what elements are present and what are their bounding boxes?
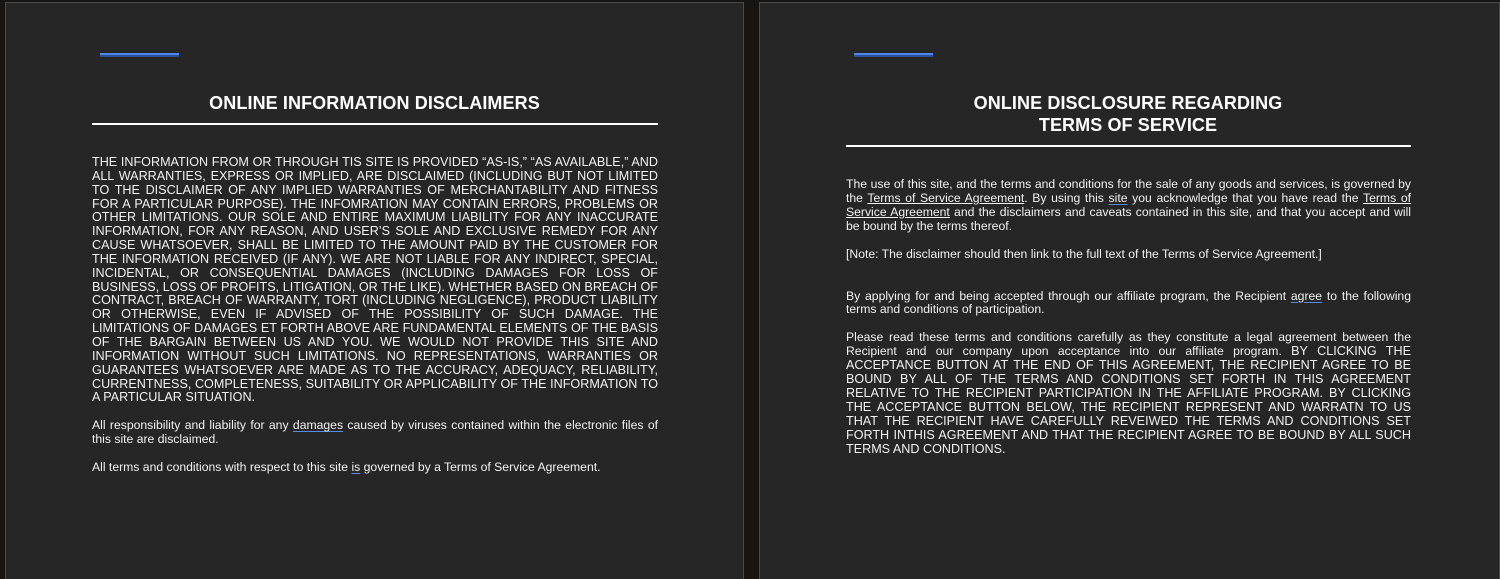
paragraph-text: All terms and conditions with respect to this site [92, 460, 352, 474]
agreement-paragraph [846, 331, 1411, 456]
header-mark [100, 53, 179, 55]
page-title: ONLINE INFORMATION DISCLAIMERS [209, 93, 540, 113]
terms-of-service-link[interactable]: Terms of Service Agreement [846, 190, 1411, 219]
paragraph-text: governed by a Terms of Service Agreement. [360, 460, 601, 474]
paragraph-text: you acknowledge that you have read the [1127, 190, 1363, 205]
grammar-flag-word: site [1108, 190, 1128, 205]
paragraph-text: and the disclaimers and caveats contained in this site, and that you accept and will be bound by the terms thereof. [846, 204, 1412, 233]
disclaimer-paragraph: THE INFORMATION FROM OR THROUGH TIS SITE IS PROVIDED “AS-IS,” “AS AVAILABLE,” AND ALL WARRANTIES, EXPRESS OR IMPLIED, ARE DISCLAIMED (INCLUDING BUT NOT LIMITED TO THE DISCLAIMER OF ANY IMPLIED WARRANTIES OF MERCHANTABILITY AND FITNESS FOR A PARTICULAR PURPOSE). THE INFOMRATION MAY CONTAIN ERRORS, PROBLEMS OR OTHER LIMITATIONS. OUR SOLE AND ENTIRE MAXIMUM LIABILITY FOR ANY INACCURATE INFORMATION, FOR ANY REASON, AND USER’S SOLE AND EXCLUSIVE REMEDY FOR ANY CAUSE WHATSOEVER, SHALL BE LIMITED TO THE AMOUNT PAID BY THE CUSTOMER FOR THE INFORMATION RECEIVED (IF ANY). WE ARE NOT LIABLE FOR ANY INDIRECT, SPECIAL, INCIDENTAL, OR CONSEQUENTIAL DAMAGES (INCLUDING DAMAGES FOR LOSS OF BUSINESS, LOSS OF PROFITS, LITIGATION, OR THE LIKE). WHETHER BASED ON BREACH OF CONTRACT, BREACH OF WARRANTY, TORT (INCLUDING NEGLIGENCE), PRODUCT LIABILITY OR OTHERWISE, EVEN IF ADVISED OF THE POSSIBILITY OF SUCH DAMAGE. THE LIMITATIONS OF DAMAGES ET FORTH ABOVE ARE FUNDAMENTAL ELEMENTS OF THE BASIS OF THE BARGAIN BETWEEN US AND YOU. WE WOULD NOT PROVIDE THIS SITE AND INFORMATION WITHOUT SUCH LIMITATIONS. NO REPRESENTATIONS, WARRANTIES OR GUARANTEES WHATSOEVER ARE MADE AS TO THE ACCURACY, ADEQUACY, RELIABILITY, CURRENTNESS, COMPLETENESS, SUITABILITY OR APPLICABILITY OF THE INFORMATION TO A PARTICULAR SITUATION. [92, 155, 658, 405]
page-body [92, 156, 658, 489]
page-title-line: TERMS OF SERVICE [1038, 115, 1218, 135]
affiliate-paragraph [846, 290, 1411, 318]
terms-reference-paragraph [92, 461, 658, 475]
paragraph-text: caused by viruses contained within the electronic files of this site are disclaimed. [92, 418, 658, 447]
grammar-flag-word: damages [292, 418, 344, 433]
paragraph-text: . By using this [1024, 190, 1109, 205]
title-divider [846, 145, 1411, 147]
note-paragraph: [Note: The disclaimer should then link to the full text of the Terms of Service Agreement.] [846, 246, 1322, 261]
terms-governance-paragraph [846, 178, 1411, 234]
virus-liability-paragraph [92, 419, 658, 447]
paragraph-text: All responsibility and liability for any [92, 418, 293, 433]
document-page-left [5, 2, 744, 579]
page-title-line: ONLINE DISCLOSURE REGARDING [973, 93, 1283, 113]
paragraph-text: By applying for and being accepted through our affiliate program, the Recipient [846, 288, 1291, 303]
page-body [846, 178, 1411, 471]
paragraph-text: The use of this site, and the terms and conditions for the sale of any goods and services, is governed by the [846, 177, 1411, 205]
terms-of-service-link[interactable]: Terms of Service Agreement [867, 190, 1025, 205]
paragraph-text: Please read these terms and conditions carefully as they constitute a legal agreement between the Recipient and our company upon acceptance into our affiliate program. [846, 330, 1411, 359]
paragraph-text: to the following terms and conditions of participation. [846, 288, 1411, 317]
grammar-flag-word: agree [1290, 288, 1323, 303]
grammar-flag-word: is [351, 460, 361, 474]
agreement-caps-text: BY CLICKING THE ACCEPTANCE BUTTON AT THE END OF THIS AGREEMENT, THE RECIPIENT AGREE TO BE BOUND BY ALL OF THE TERMS AND CONDITIONS SET FORTH IN THIS AGREEMENT RELATIVE TO THE RECIPIENT PARTICIPATION IN THE AFFILIATE PROGRAM. BY CLICKING THE ACCEPTANCE BUTTON BELOW, THE RECIPIENT REPRESENT AND WARRATN TO US THAT THE RECIPIENT HAVE CAREFULLY REVEIWED THE TERMS AND CONDITIONS SET FORTH INTHIS AGREEMENT AND THAT THE RECIPIENT AGREE TO BE BOUND BY ALL SUCH TERMS AND CONDITIONS. [846, 344, 1411, 456]
header-mark [854, 53, 933, 55]
page-title [846, 92, 1410, 136]
title-divider [92, 123, 658, 125]
document-page-right [759, 2, 1500, 579]
